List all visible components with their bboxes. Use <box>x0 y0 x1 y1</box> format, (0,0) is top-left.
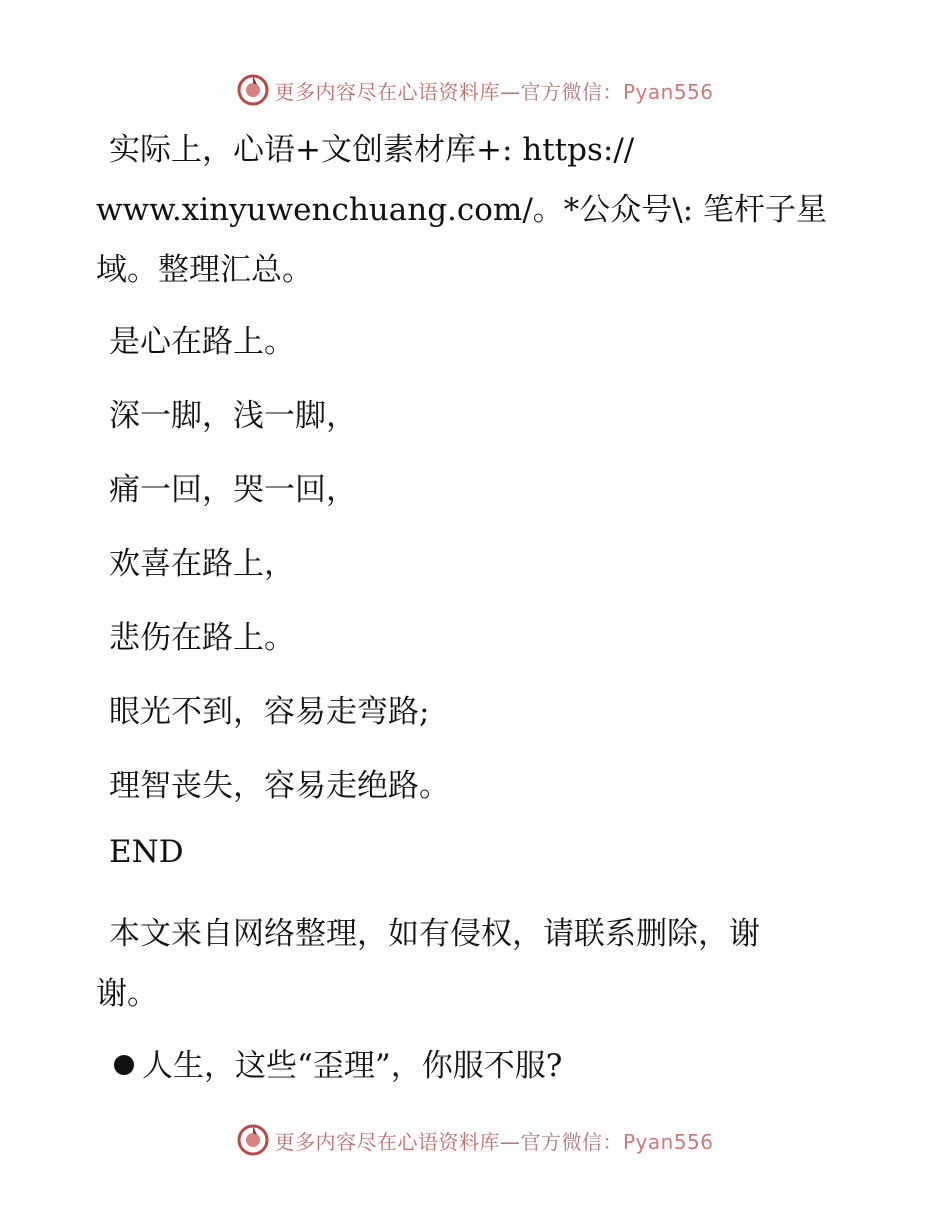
body-line: 欢喜在路上， <box>109 546 295 582</box>
banner-official: 官方微信： <box>520 79 623 104</box>
body-line: 悲伤在路上。 <box>109 620 295 656</box>
body-line: 谢。 <box>96 976 158 1012</box>
body-line: 痛一回，哭一回， <box>109 472 357 508</box>
banner-dash: — <box>499 1129 521 1154</box>
banner-brand: 更多内容尽在心语资料库 <box>274 79 500 104</box>
bullet-text: 人生，这些“歪理”，你服不服? <box>142 1048 563 1084</box>
banner-official: 官方微信： <box>520 1129 623 1154</box>
body-line: 域。整理汇总。 <box>96 252 313 288</box>
bullet-item <box>114 1040 562 1085</box>
body-line: 理智丧失，容易走绝路。 <box>109 768 450 804</box>
body-line: 实际上，心语+文创素材库+: https:// <box>109 132 635 168</box>
header-banner <box>0 70 950 110</box>
body-line: 是心在路上。 <box>109 324 295 360</box>
logo-icon <box>236 73 270 107</box>
logo-icon <box>236 1123 270 1157</box>
body-line: www.xinyuwenchuang.com/。*公众号\: 笔杆子星 <box>96 192 828 228</box>
body-line: 本文来自网络整理，如有侵权，请联系删除，谢 <box>109 916 760 952</box>
banner-brand: 更多内容尽在心语资料库 <box>274 1129 500 1154</box>
banner-id: Pyan556 <box>622 79 714 104</box>
banner-id: Pyan556 <box>622 1129 714 1154</box>
body-line-end: END <box>109 834 184 870</box>
body-line: 深一脚，浅一脚， <box>109 398 357 434</box>
body-line: 眼光不到，容易走弯路; <box>109 694 430 730</box>
banner-dash: — <box>499 79 521 104</box>
footer-banner <box>0 1120 950 1160</box>
bullet-icon <box>114 1055 134 1075</box>
